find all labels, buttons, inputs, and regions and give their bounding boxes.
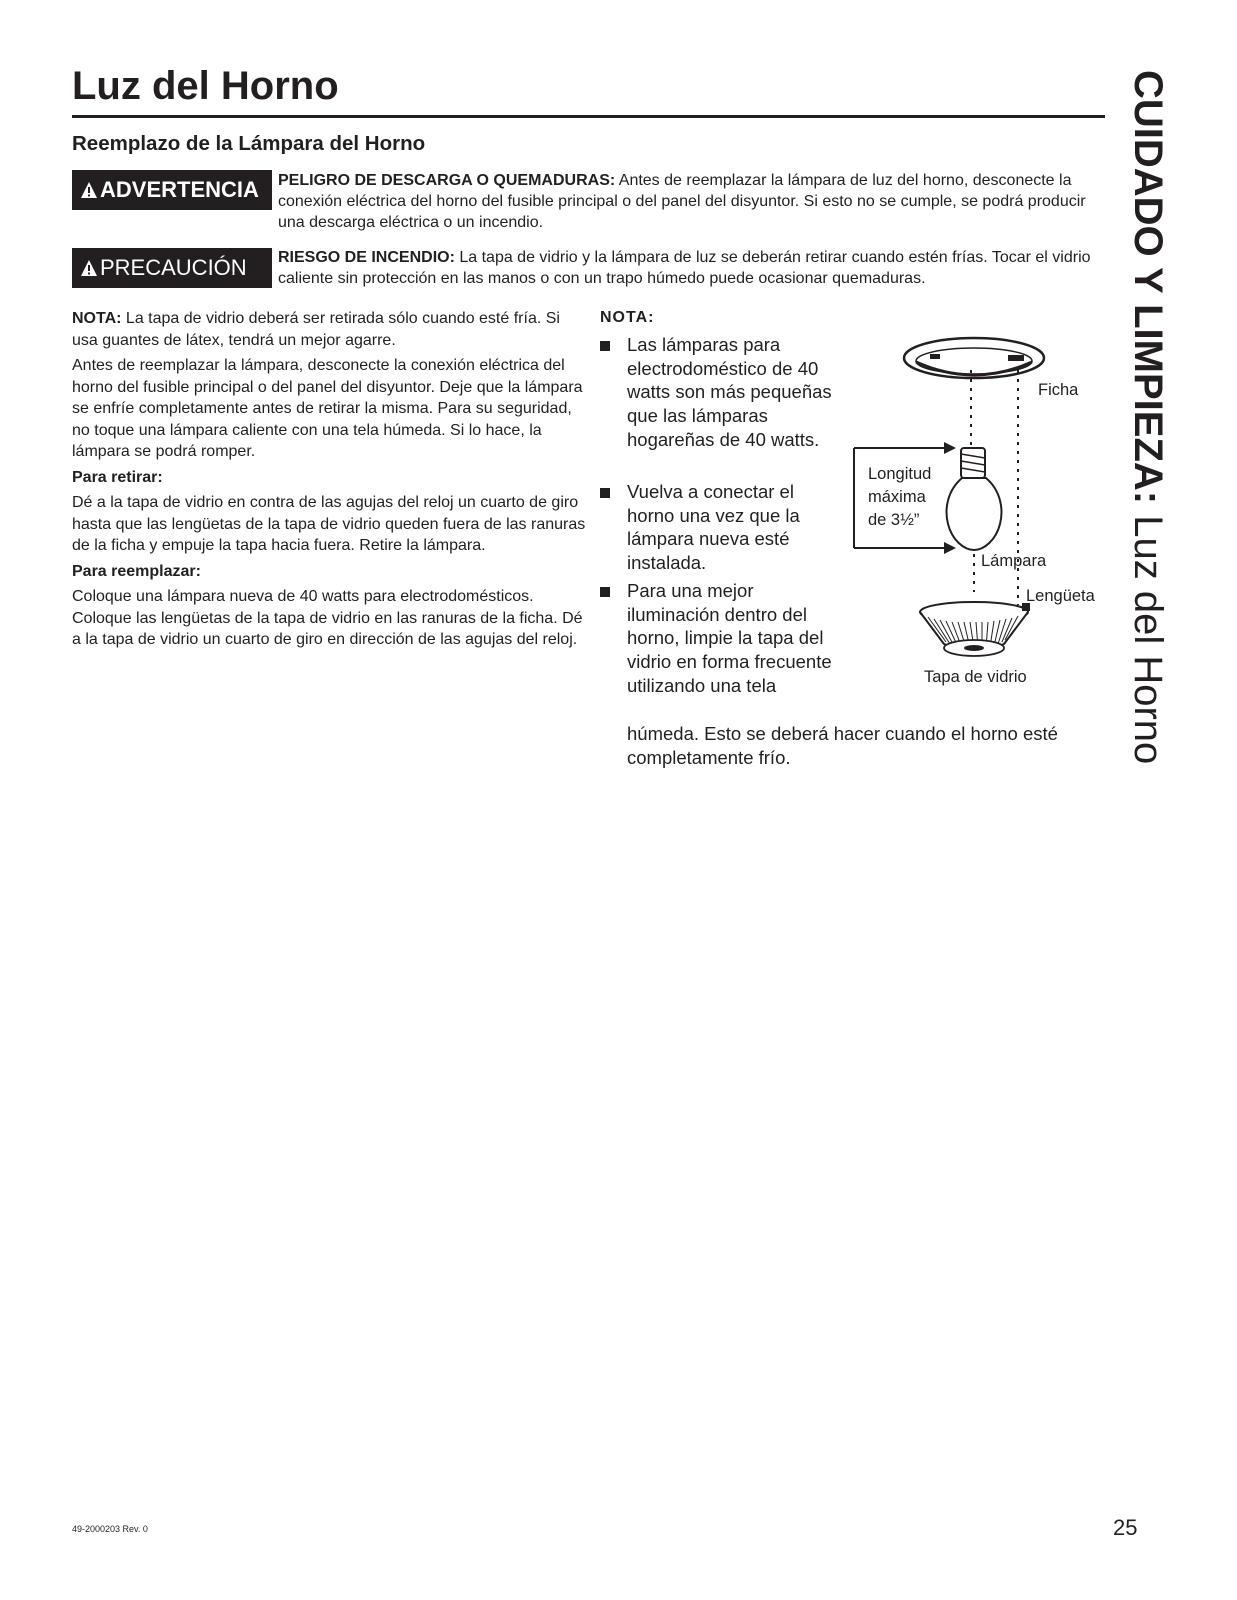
socket-illustration — [904, 338, 1044, 378]
remove-text: Dé a la tapa de vidrio en contra de las agujas del reloj un cuarto de giro hasta que las lengüetas de la tapa de vidrio queden fuera de las ranuras de la ficha y empuje la tapa hacia fuera. Retire la lámpara. — [72, 494, 586, 554]
caution-body: La tapa de vidrio y la lámpara de luz se deberán retirar cuando estén frías. Tocar el vidrio caliente sin protección en las manos o con un trapo húmedo puede ocasionar quemaduras. — [278, 249, 1091, 287]
sidebar-title-bold: CUIDADO Y LIMPIEZA: — [1126, 70, 1170, 505]
page-title: Luz del Horno — [72, 64, 339, 108]
replace-heading: Para reemplazar: — [72, 562, 201, 580]
document-number: 49-2000203 Rev. 0 — [72, 1524, 148, 1534]
bulb-illustration — [947, 448, 1002, 550]
bullet-square-icon — [600, 341, 610, 351]
list-item-text: Para una mejor iluminación dentro del horno, limpie la tapa del vidrio en forma frecuente utilizando una tela — [627, 580, 832, 696]
warning-triangle-icon — [80, 181, 98, 199]
left-intro: Antes de reemplazar la lámpara, desconecte la conexión eléctrica del horno del fusible principal o del panel del disyuntor. Deje que la lámpara se enfríe completamente antes de retirar la misma. Para su seguridad, no toque una lámpara caliente con una tela húmeda. Si lo hace, la lámpara se podrá romper. — [72, 357, 583, 460]
left-column — [72, 308, 587, 655]
remove-heading: Para retirar: — [72, 468, 163, 486]
warning-body: Antes de reemplazar la lámpara de luz del horno, desconecte la conexión eléctrica del horno del fusible principal o del panel del disyuntor. Si esto no se cumple, se podrá producir una descarga eléctrica o un incendio. — [278, 172, 1086, 231]
right-note-label: NOTA: — [600, 309, 655, 326]
caution-badge-label: PRECAUCIÓN — [100, 255, 247, 280]
lamp-diagram — [840, 330, 1110, 700]
label-bulb: Lámpara — [981, 552, 1047, 570]
title-divider — [72, 115, 1105, 118]
caution-badge — [72, 248, 272, 288]
list-item-text: Vuelva a conectar el horno una vez que la lámpara nueva esté instalada. — [627, 481, 800, 574]
bullet-square-icon — [600, 587, 610, 597]
warning-lead: PELIGRO DE DESCARGA O QUEMADURAS: — [278, 172, 616, 189]
left-note-lead: NOTA: — [72, 310, 122, 327]
list-item-continuation: húmeda. Esto se deberá hacer cuando el horno esté completamente frío. — [627, 723, 1058, 768]
label-tab: Lengüeta — [1026, 587, 1095, 605]
glass-cover-illustration — [920, 602, 1030, 656]
list-item-text: Las lámparas para electrodoméstico de 40 watts son más pequeñas que las lámparas hogareñas de 40 watts. — [627, 334, 832, 450]
left-note-text: La tapa de vidrio deberá ser retirada sólo cuando esté fría. Si usa guantes de látex, tendrá un mejor agarre. — [72, 310, 560, 349]
warning-badge-label: ADVERTENCIA — [100, 177, 259, 202]
page-number: 25 — [1113, 1515, 1138, 1540]
warning-badge — [72, 170, 272, 210]
caution-lead: RIESGO DE INCENDIO: — [278, 249, 455, 266]
label-glass-cover: Tapa de vidrio — [924, 668, 1027, 686]
caution-text — [278, 247, 1108, 289]
sidebar-title — [1120, 70, 1176, 764]
warning-text — [278, 170, 1108, 233]
section-sidebar — [1118, 70, 1178, 770]
bullet-square-icon — [600, 488, 610, 498]
label-socket: Ficha — [1038, 381, 1079, 399]
sidebar-title-light: Luz del Horno — [1126, 504, 1170, 765]
replace-text: Coloque una lámpara nueva de 40 watts para electrodomésticos. Coloque las lengüetas de la tapa de vidrio en las ranuras de la ficha. Dé a la tapa de vidrio un cuarto de giro en dirección de las agujas del reloj. — [72, 588, 583, 648]
label-length-line-2: máxima — [868, 488, 926, 506]
label-length-line-1: Longitud — [868, 465, 932, 483]
caution-triangle-icon — [80, 259, 98, 277]
label-length-line-3: de 3½” — [868, 511, 920, 529]
section-heading: Reemplazo de la Lámpara del Horno — [72, 132, 426, 155]
left-note — [72, 308, 587, 351]
